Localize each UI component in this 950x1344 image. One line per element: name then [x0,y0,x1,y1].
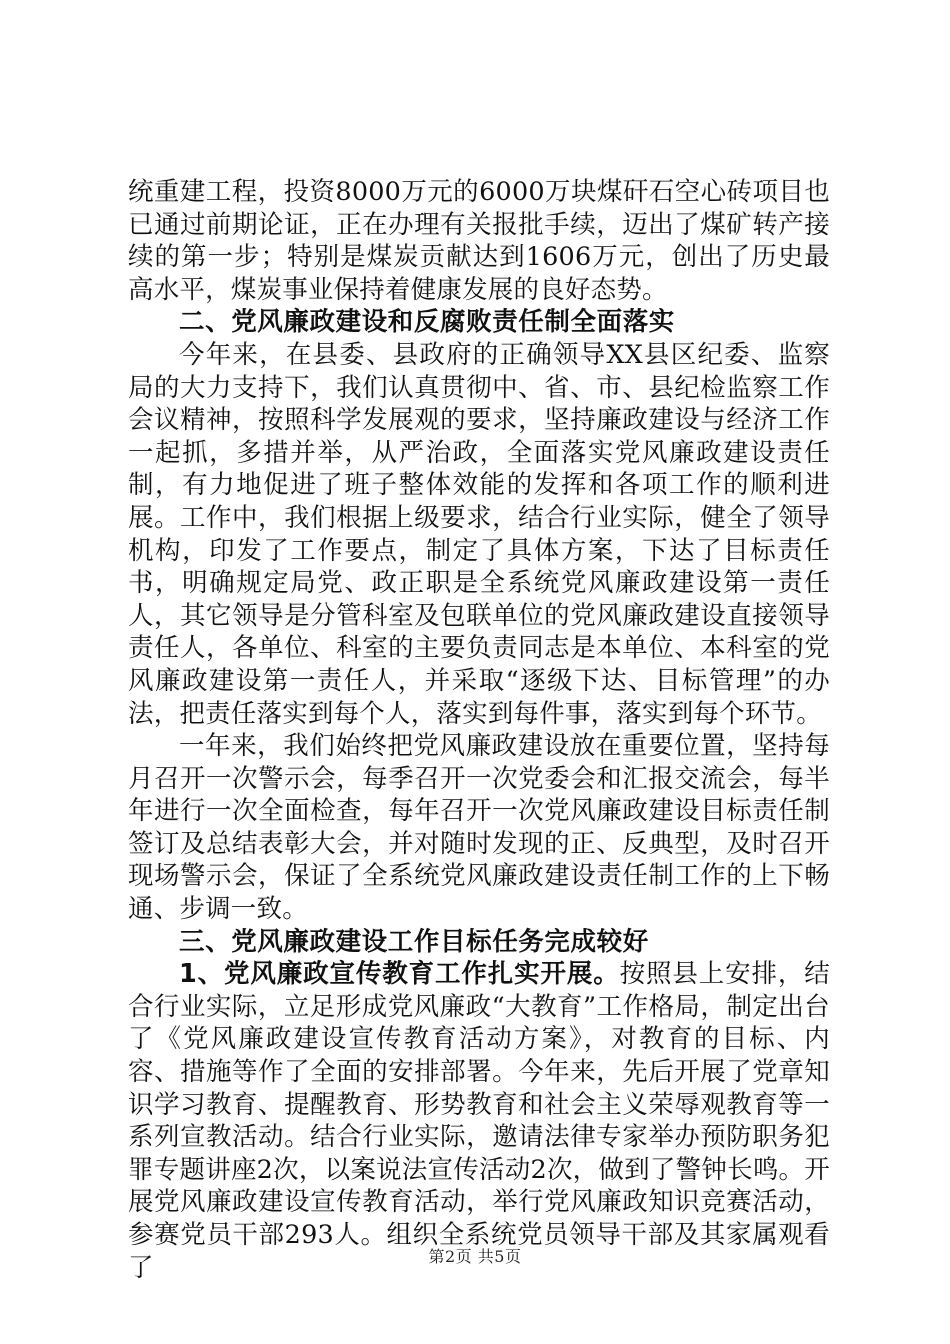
subsection-lead: 1、党风廉政宣传教育工作扎实开展。 [179,959,620,990]
paragraph-education [128,958,830,1284]
paragraph-meetings: 一年来，我们始终把党风廉政建设放在重要位置，坚持每月召开一次警示会，每季召开一次党委会和汇报交流会，每半年进行一次全面检查，每年召开一次党风廉政建设目标责任制签订及总结表彰大会，并对随时发现的正、反典型，及时召开现场警示会，保证了全系统党风廉政建设责任制工作的上下畅通、步调一致。 [128,731,830,925]
document-body [128,176,830,1284]
page-number-footer: 第2页 共5页 [428,1247,522,1266]
section-heading-2: 二、党风廉政建设和反腐败责任制全面落实 [179,307,675,338]
section-heading-3: 三、党风廉政建设工作目标任务完成较好 [179,926,649,957]
paragraph-responsibility: 今年来，在县委、县政府的正确领导XX县区纪委、监察局的大力支持下，我们认真贯彻中、省、市、县纪检监察工作会议精神，按照科学发展观的要求，坚持廉政建设与经济工作一起抓，多措并举，从严治政，全面落实党风廉政建设责任制，有力地促进了班子整体效能的发挥和各项工作的顺利进展。工作中，我们根据上级要求，结合行业实际，健全了领导机构，印发了工作要点，制定了具体方案，下达了目标责任书，明确规定局党、政正职是全系统党风廉政建设第一责任人，其它领导是分管科室及包联单位的党风廉政建设直接领导责任人，各单位、科室的主要负责同志是本单位、本科室的党风廉政建设第一责任人，并采取“逐级下达、目标管理”的办法，把责任落实到每个人，落实到每件事，落实到每个环节。 [128,339,830,729]
paragraph-coal-summary: 统重建工程，投资8000万元的6000万块煤矸石空心砖项目也已通过前期论证，正在办理有关报批手续，迈出了煤矿转产接续的第一步；特别是煤炭贡献达到1606万元，创出了历史最高水平，煤炭事业保持着健康发展的良好态势。 [128,177,830,305]
paragraph-education-text: 按照县上安排，结合行业实际，立足形成党风廉政“大教育”工作格局，制定出台了《党风廉政建设宣传教育活动方案》，对教育的目标、内容、措施等作了全面的安排部署。今年来，先后开展了党章知识学习教育、提醒教育、形势教育和社会主义荣辱观教育等一系列宣教活动。结合行业实际，邀请法律专家举办预防职务犯罪专题讲座2次，以案说法宣传活动2次，做到了警钟长鸣。开展党风廉政建设宣传教育活动，举行党风廉政知识竞赛活动，参赛党员干部293人。组织全系统党员领导干部及其家属观看了 [128,959,830,1283]
